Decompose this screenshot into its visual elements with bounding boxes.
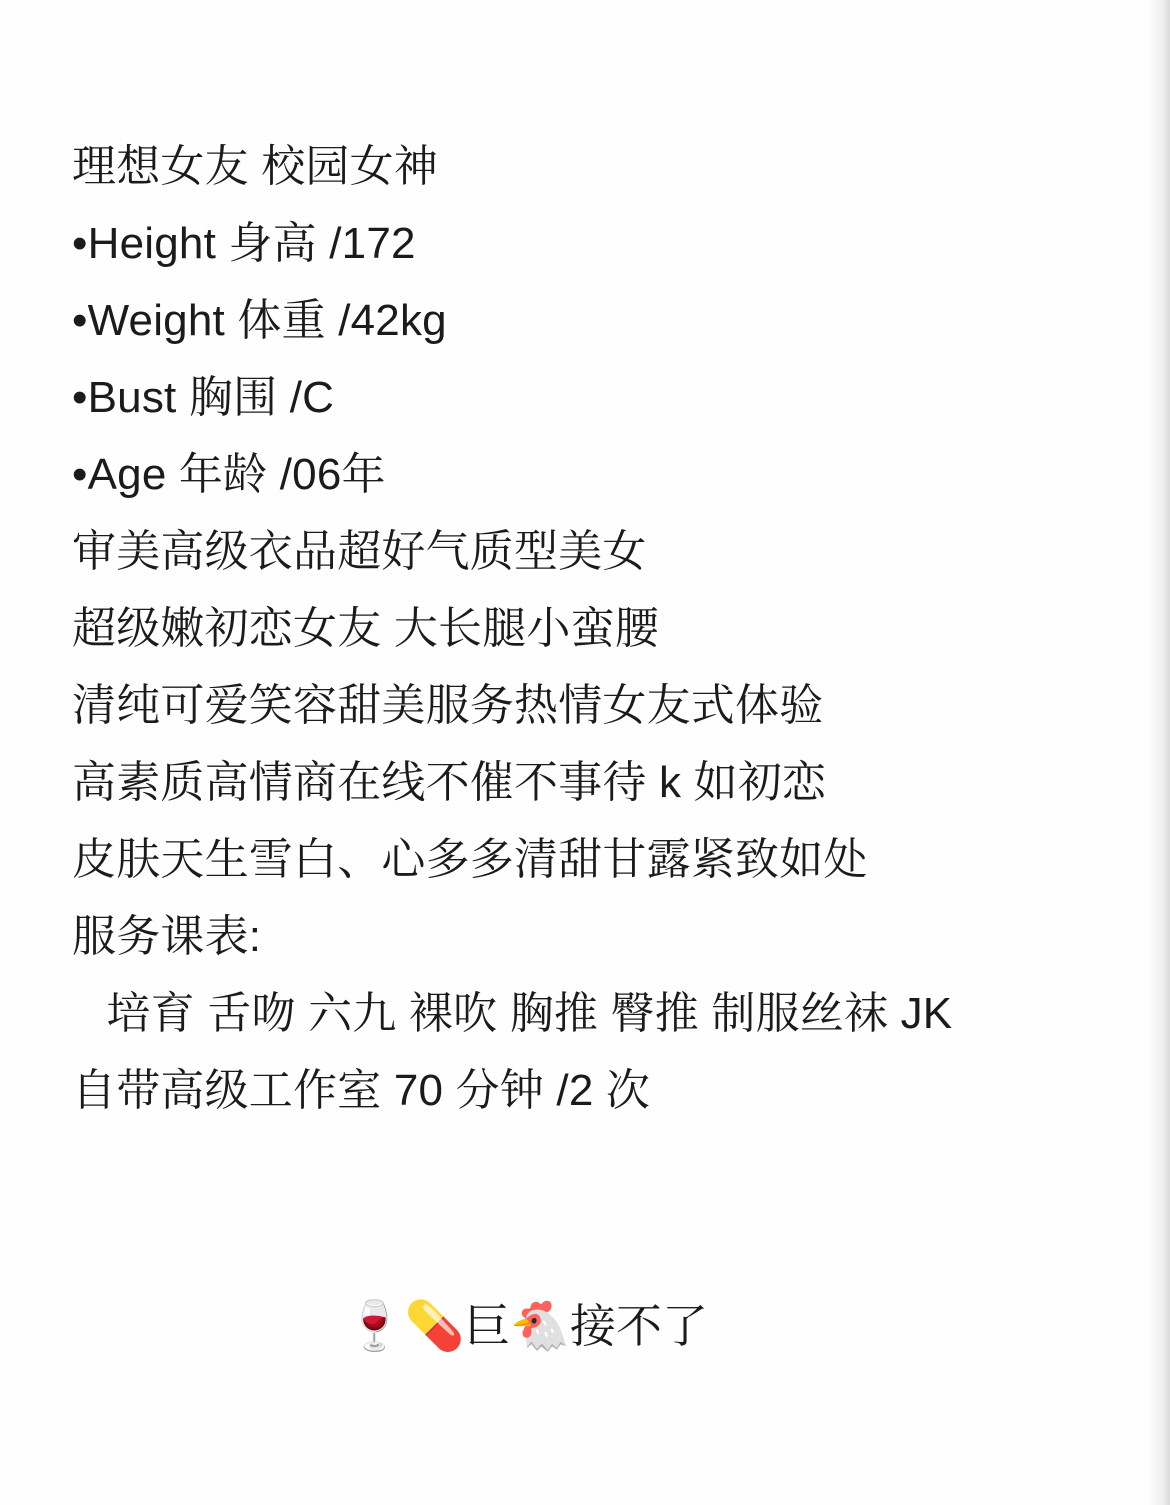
document-body bbox=[72, 128, 1110, 1432]
text-line-studio: 自带高级工作室 70 分钟 /2 次 bbox=[72, 1066, 651, 1115]
text-line-experience: 清纯可爱笑容甜美服务热情女友式体验 bbox=[72, 681, 824, 730]
pill-icon: 💊 bbox=[404, 1300, 465, 1353]
footer-text-middle: 巨 bbox=[464, 1300, 511, 1352]
text-line-weight: •Weight 体重 /42kg bbox=[72, 296, 447, 345]
footer-note bbox=[72, 1221, 1110, 1432]
chicken-icon: 🐔 bbox=[510, 1300, 570, 1353]
text-line-bust: •Bust 胸围 /C bbox=[72, 373, 335, 422]
text-line-figure: 超级嫩初恋女友 大长腿小蛮腰 bbox=[72, 604, 660, 653]
text-line-service-heading: 服务课表: bbox=[72, 912, 262, 961]
text-line-height: •Height 身高 /172 bbox=[72, 219, 416, 268]
page-edge-shadow bbox=[1148, 0, 1170, 1505]
text-line-skin: 皮肤天生雪白、心多多清甜甘露紧致如处 bbox=[72, 835, 868, 884]
text-line-age: •Age 年龄 /06年 bbox=[72, 450, 386, 499]
wine-glass-icon: 🍷 bbox=[344, 1300, 405, 1353]
text-line-quality: 高素质高情商在线不催不事待 k 如初恋 bbox=[72, 758, 827, 807]
text-line-style: 审美高级衣品超好气质型美女 bbox=[72, 527, 647, 576]
footer-text-end: 接不了 bbox=[569, 1300, 708, 1352]
text-line-service-items: 培育 舌吻 六九 裸吹 胸推 臀推 制服丝袜 JK bbox=[94, 989, 953, 1038]
text-line-title: 理想女友 校园女神 bbox=[72, 142, 439, 191]
